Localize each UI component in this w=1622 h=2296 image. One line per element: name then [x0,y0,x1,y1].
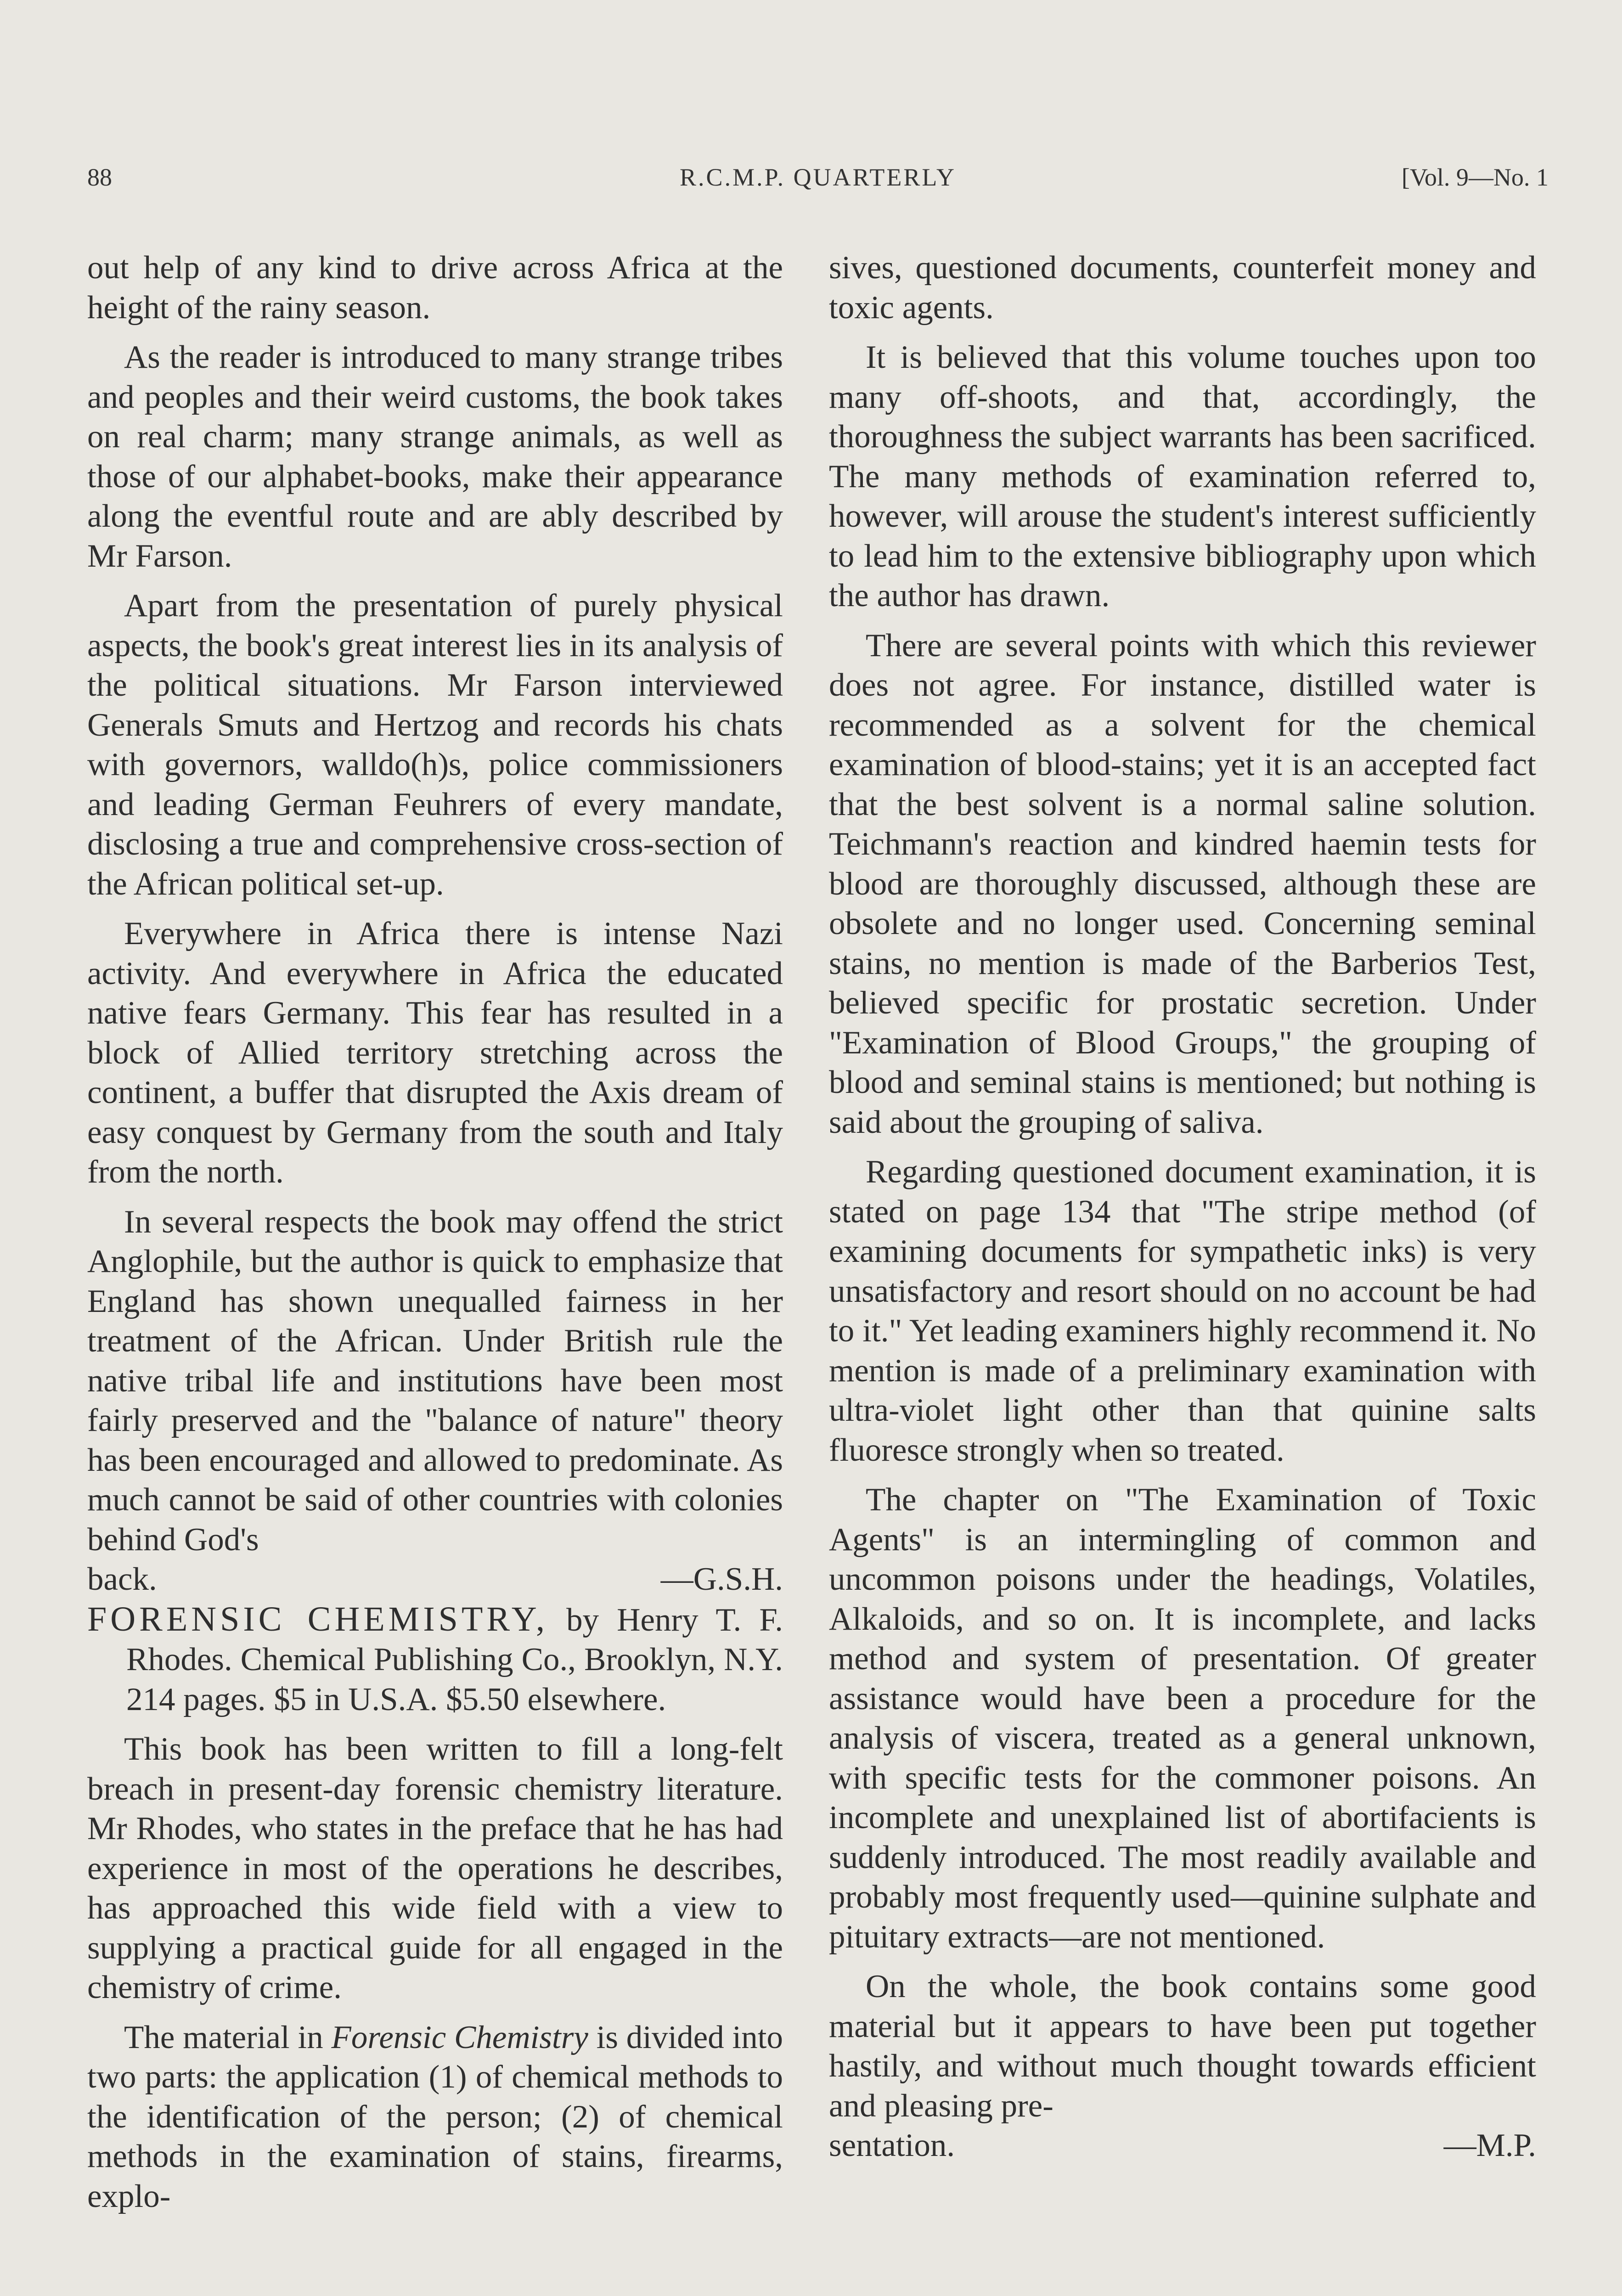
reviewer-signature: —G.S.H. [660,1561,783,1597]
paragraph: On the whole, the book contains some good material but it appears to have been put together hastily, and without much thought towards efficient and pleasing pre- [829,1969,1536,2124]
volume-label: [Vol. 9—No. 1 [1401,163,1549,191]
paragraph: It is believed that this volume touches upon too many off-shoots, and that, accordingly, the thoroughness the subject warrants has been sacrificed. The many methods of examination referred to, however, will arouse the student's interest sufficiently to lead him to the extensive bibliography upon which the author has drawn. [829,339,1536,613]
paragraph [87,2018,783,2217]
paragraph: Regarding questioned document examination, it is stated on page 134 that "The stripe method (of examining documents for sympathetic inks) is very unsatisfactory and resort should on no account be had to it." Yet leading examiners highly recommend it. No mention is made of a preliminary examination with ultra-violet light other than that quinine salts fluoresce strongly when so treated. [829,1154,1536,1468]
paragraph-end: back. [87,1561,157,1597]
paragraph: This book has been written to fill a long-felt breach in present-day forensic chemistry literature. Mr Rhodes, who states in the preface that he has had experience in most of the operations he describes, has approached this wide field with a view to supplying a practical guide for all engaged in the chemistry of crime. [87,1731,783,2005]
left-column [87,248,783,2226]
running-title: R.C.M.P. QUARTERLY [680,163,956,191]
paragraph: In several respects the book may offend the strict Anglophile, but the author is quick to emphasize that England has shown unequalled fairness in her treatment of the African. Under British rule the native tribal life and institutions have been most fairly preserved and the "balance of nature" theory has been encouraged and allowed to predominate. As much cannot be said of other countries with colonies behind God's [87,1204,783,1558]
text-span: The material in [124,2019,332,2055]
paragraph: sives, questioned documents, counterfeit money and toxic agents. [829,250,1536,326]
paragraph: Apart from the presentation of purely physical aspects, the book's great interest lies in its analysis of the political situations. Mr Farson interviewed Generals Smuts and Hertzog and records his chats with governors, walldo(h)s, police commissioners and leading German Feuhrers of every mandate, disclosing a true and comprehensive cross-section of the African political set-up. [87,588,783,902]
book-details: by Henry T. F. Rhodes. Chemical Publishing Co., Brooklyn, N.Y. 214 pages. $5 in U.S.A. $5.50 elsewhere. [126,1602,783,1717]
running-header [87,163,1549,200]
right-column [829,248,1536,2166]
paragraph-end: sentation. [829,2127,955,2163]
paragraph: The chapter on "The Examination of Toxic Agents" is an intermingling of common and uncommon poisons under the headings, Volatiles, Alkaloids, and so on. It is incomplete, and lacks method and system of presentation. Of greater assistance would have been a procedure for the analysis of viscera, treated as a general unknown, with specific tests for the commoner poisons. An incomplete and unexplained list of abortifacients is suddenly introduced. The most readily available and probably most frequently used—quinine sulphate and pituitary extracts—are not mentioned. [829,1482,1536,1955]
book-title-italic: Forensic Chemistry [331,2019,588,2055]
reviewer-signature: —M.P. [1443,2127,1536,2163]
paragraph: There are several points with which this reviewer does not agree. For instance, distilled water is recommended as a solvent for the chemical examination of blood-stains; yet it is an accepted fact that the best solvent is a normal saline solution. Teichmann's reaction and kindred haemin tests for blood are thoroughly discussed, although these are obsolete and no longer used. Concerning seminal stains, no mention is made of the Barberios Test, believed specific for prostatic secretion. Under "Examination of Blood Groups," the grouping of blood and seminal stains is mentioned; but nothing is said about the grouping of saliva. [829,627,1536,1140]
paragraph: As the reader is introduced to many strange tribes and peoples and their weird customs, the book takes on real charm; many strange animals, as well as those of our alphabet-books, make their appearance along the eventful route and are ably described by Mr Farson. [87,339,783,574]
paragraph: Everywhere in Africa there is intense Nazi activity. And everywhere in Africa the educated native fears Germany. This fear has resulted in a block of Allied territory stretching across the continent, a buffer that disrupted the Axis dream of easy conquest by Germany from the south and Italy from the north. [87,916,783,1190]
review-title [87,1599,783,1720]
signature-line [87,1559,783,1599]
page-number: 88 [87,163,112,191]
text-span: is divided into two parts: the application (1) of chemical methods to the identification of the person; (2) of chemical methods in the examination of stains, firearms, explo- [87,2019,783,2214]
book-title: FORENSIC CHEMISTRY, [87,1599,548,1638]
signature-line [829,2126,1536,2166]
paragraph: out help of any kind to drive across Africa at the height of the rainy season. [87,250,783,326]
